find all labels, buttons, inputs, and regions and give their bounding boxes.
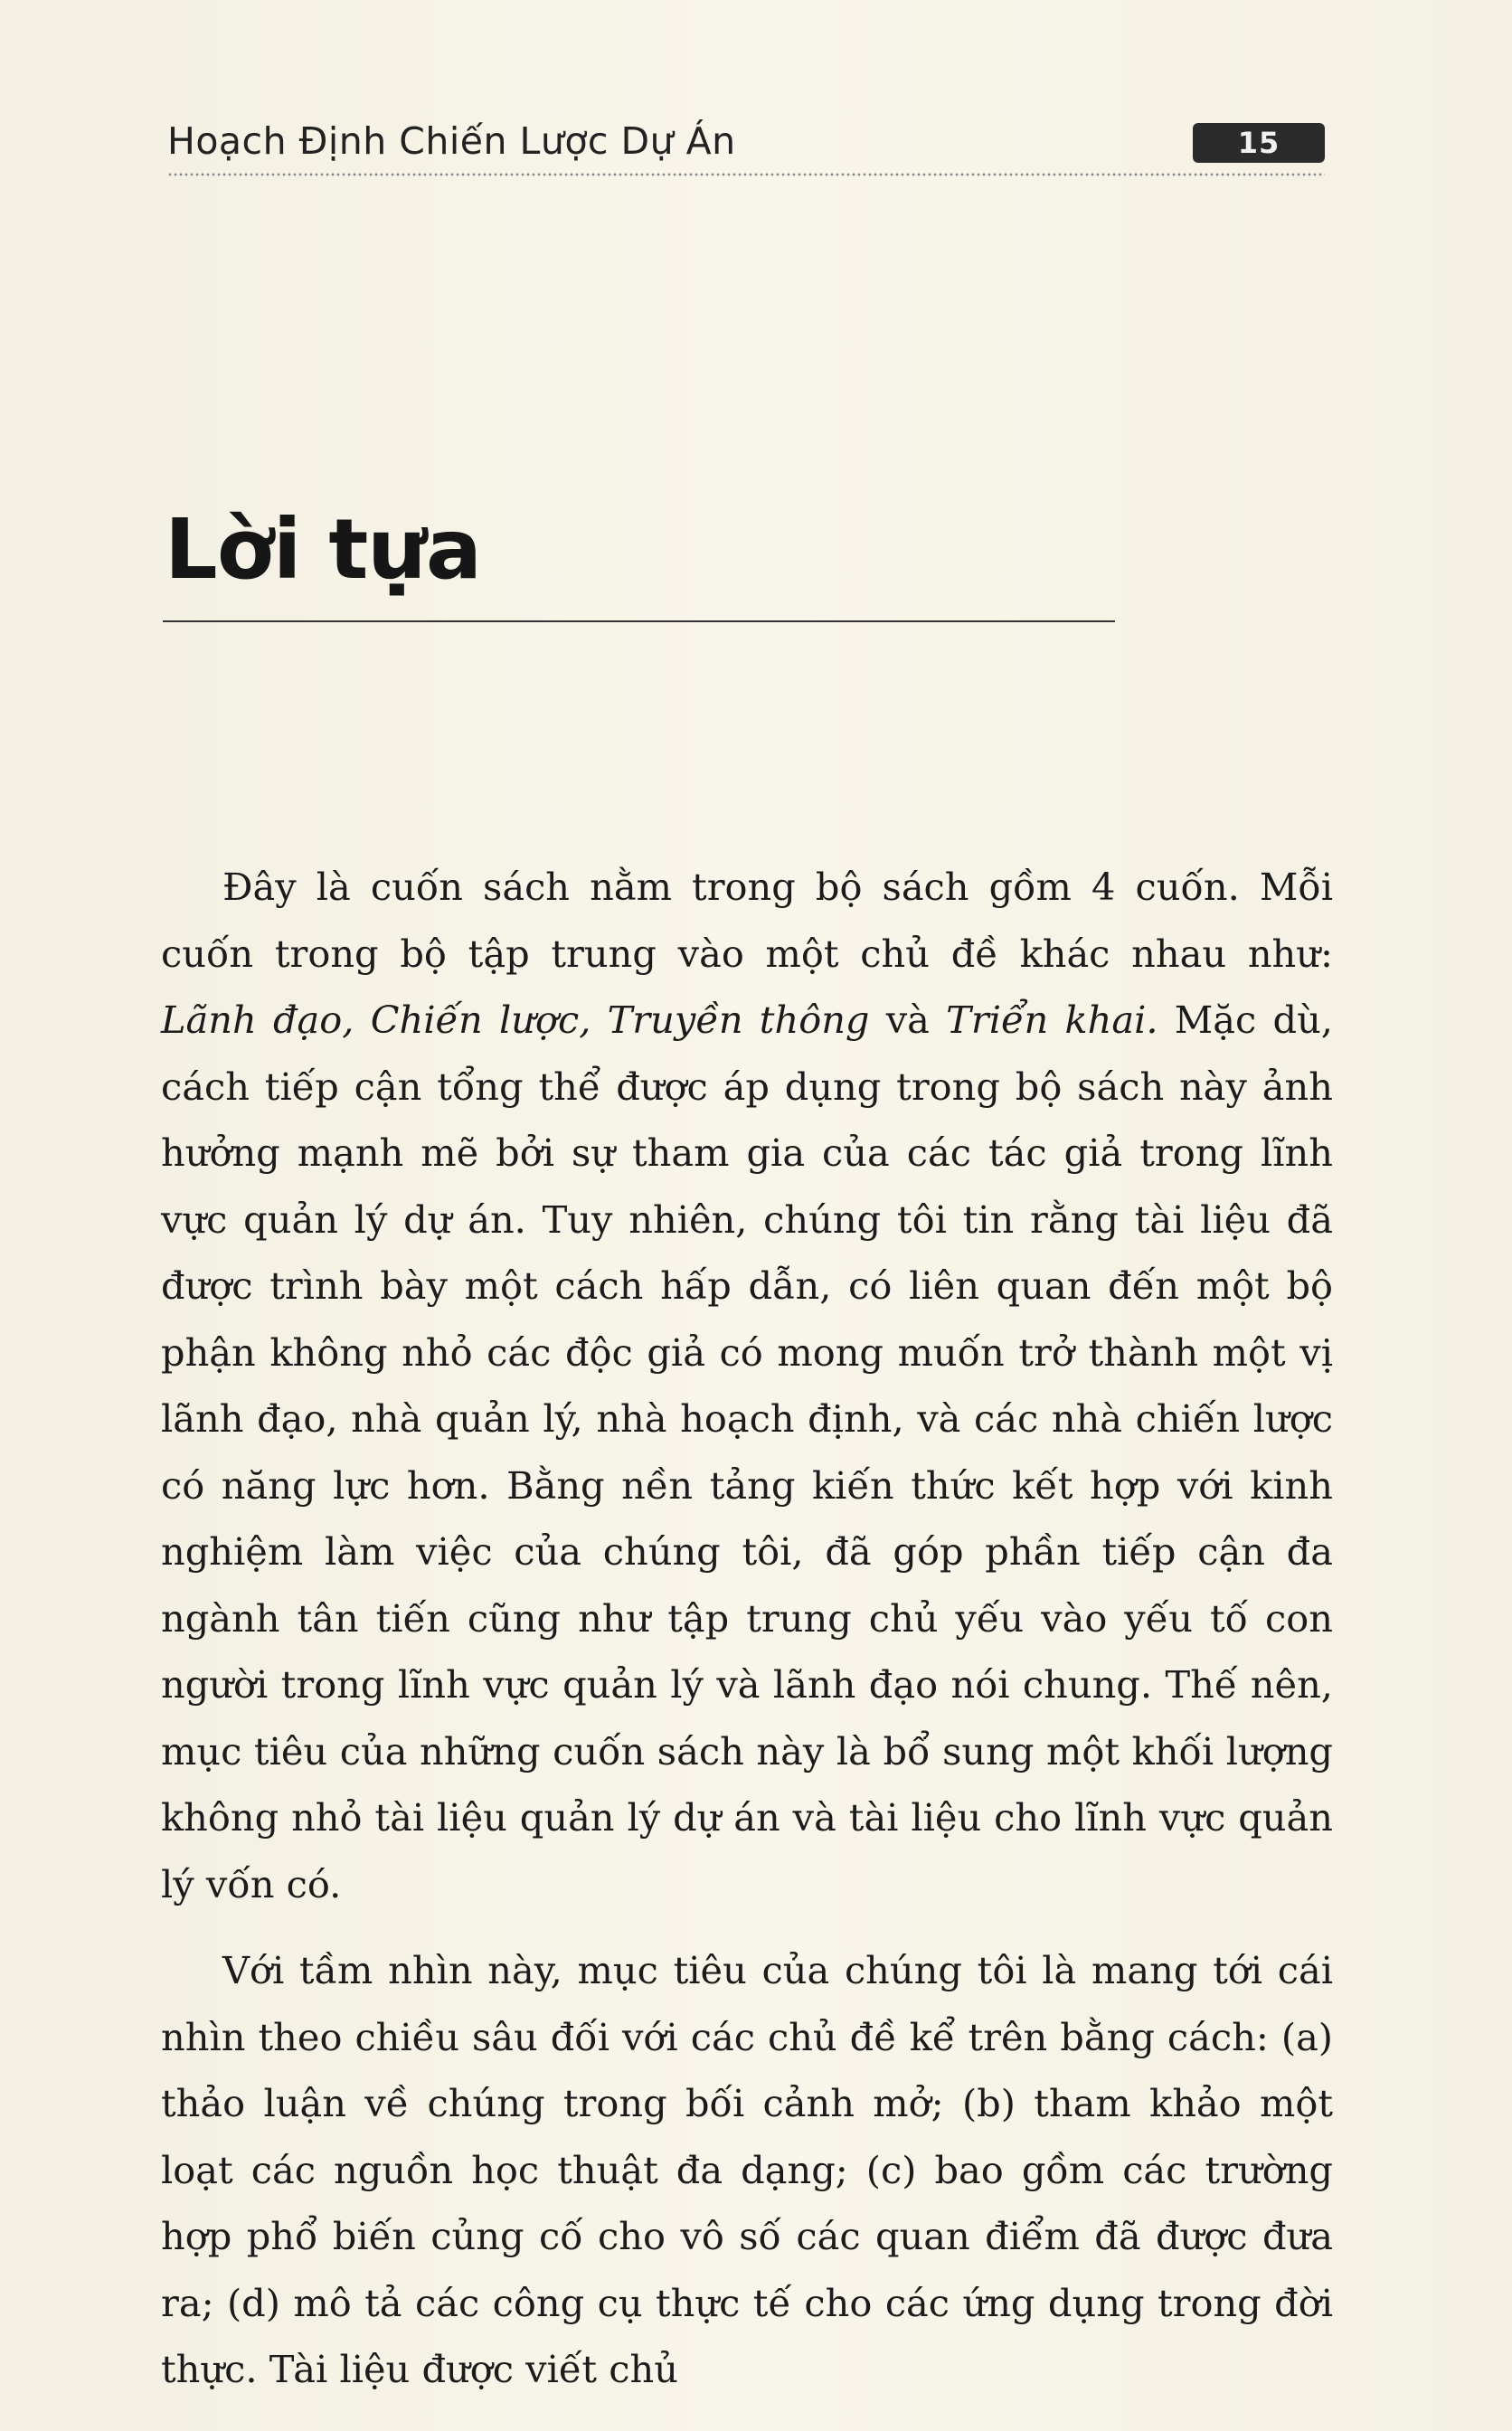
- chapter-title: Lời tựa: [165, 501, 481, 598]
- p1-text-c: Mặc dù, cách tiếp cận tổng thể được áp dụng trong bộ sách này ảnh hưởng mạnh mẽ bởi sự tham gia của các tác giả trong lĩnh vực quản lý dự án. Tuy nhiên, chúng tôi tin rằng tài liệu đã được trình bày một cách hấp dẫn, có liên quan đến một bộ phận không nhỏ các độc giả có mong muốn trở thành một vị lãnh đạo, nhà quản lý, nhà hoạch định, và các nhà chiến lược có năng lực hơn. Bằng nền tảng kiến thức kết hợp với kinh nghiệm làm việc của chúng tôi, đã góp phần tiếp cận đa ngành tân tiến cũng như tập trung chủ yếu vào yếu tố con người trong lĩnh vực quản lý và lãnh đạo nói chung. Thế nên, mục tiêu của những cuốn sách này là bổ sung một khối lượng không nhỏ tài liệu quản lý dự án và tài liệu cho lĩnh vực quản lý vốn có.: [161, 998, 1333, 1906]
- p1-text-a: Đây là cuốn sách nằm trong bộ sách gồm 4 cuốn. Mỗi cuốn trong bộ tập trung vào một chủ đề khác nhau như:: [161, 865, 1333, 976]
- p1-italic-a: Lãnh đạo, Chiến lược, Truyền thông: [161, 998, 870, 1042]
- chapter-title-rule: [163, 620, 1115, 622]
- running-header: [167, 116, 1325, 179]
- header-dotted-rule: [167, 172, 1325, 177]
- p1-text-b: và: [869, 998, 947, 1042]
- paragraph-2: Với tầm nhìn này, mục tiêu của chúng tôi là mang tới cái nhìn theo chiều sâu đối với các chủ đề kể trên bằng cách: (a) thảo luận về chúng trong bối cảnh mở; (b) tham khảo một loạt các nguồn học thuật đa dạng; (c) bao gồm các trường hợp phổ biến củng cố cho vô số các quan điểm đã được đưa ra; (d) mô tả các công cụ thực tế cho các ứng dụng trong đời thực. Tài liệu được viết chủ: [161, 1948, 1333, 2391]
- body-text: [161, 854, 1333, 2403]
- p1-italic-b: Triển khai.: [946, 998, 1158, 1042]
- paragraph-1: [161, 854, 1333, 1917]
- running-title: Hoạch Định Chiến Lược Dự Án: [167, 119, 736, 163]
- page-number: 15: [1193, 123, 1325, 163]
